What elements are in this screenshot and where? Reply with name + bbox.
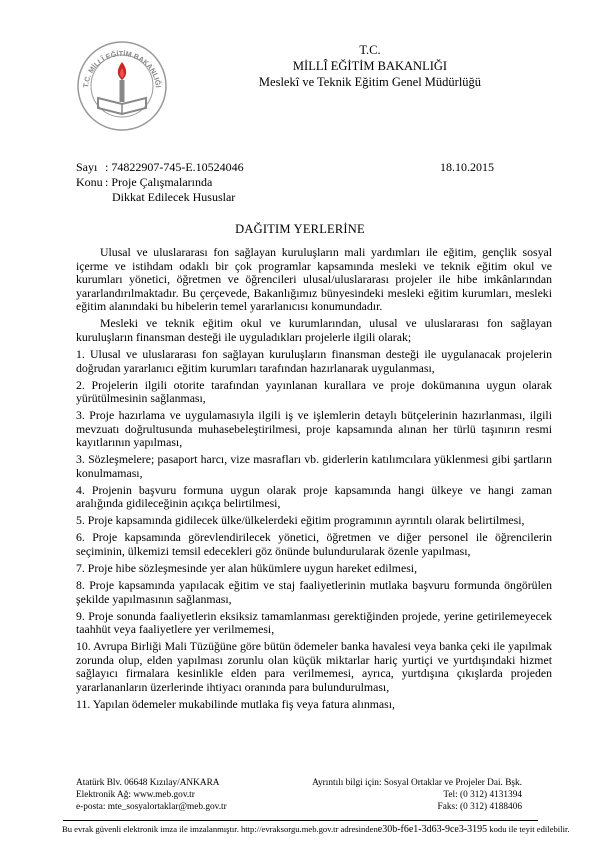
list-item: 11. Yapılan ödemeler mukabilinde mutlaka fiş veya fatura alınması, — [76, 696, 395, 711]
list-item: 5. Proje kapsamında gidilecek ülke/ülkelerdeki eğitim programının ayrıntılı olarak belirtilmesi, — [76, 513, 525, 528]
footer-website: Elektronik Ağ: www.meb.gov.tr — [76, 790, 195, 800]
paragraph-intro: Ulusal ve uluslararası fon sağlayan kuruluşların mali yardımları ile eğitim, gençlik sosyal içerme ve istihdam odaklı bir çok programlar kapsamında mesleki ve teknik eğitim okul ve kurumları yönetici, öğretmen ve öğrencileri ulusal/uluslararası projeler ile hibe imkânlarından yararlandırılmaktadır. Bu çerçevede, Bakanlığımız bünyesindeki mesleki eğitim kurumları, mesleki eğitim alanındaki bu hibelerin temel yararlanıcısı konumundadır. — [76, 245, 552, 314]
header-tc: T.C. — [359, 43, 381, 57]
konu-line-1: : Proje Çalışmalarında — [105, 175, 213, 189]
list-item: 2. Projelerin ilgili otorite tarafından yayınlanan kurallara ve proje dokümanına uygun olarak yürütülmesinin sağlanması, — [76, 377, 552, 406]
header-directorate: Meslekî ve Teknik Eğitim Genel Müdürlüğü — [258, 75, 482, 89]
list-item: 6. Proje kapsamında görevlendirilecek yönetici, öğretmen ve diğer personel ile öğrencilerin seçiminin, ülkemizi temsil edecekleri göz önünde bulundurularak özenle yapılması, — [76, 530, 552, 558]
footer-address: Atatürk Blv. 06648 Kızılay/ANKARA — [76, 778, 220, 788]
document-date: 18.10.2015 — [440, 160, 494, 174]
footer-phone: Tel: (0 312) 4131394 — [443, 790, 522, 800]
paragraph-lead: Mesleki ve teknik eğitim okul ve kurumlarından, ulusal ve uluslararası fon sağlayan kuruluşların finansman desteği ile uyguladıkları projelerle ilgili olarak; — [76, 316, 552, 344]
verification-prefix: Bu evrak güvenli elektronik imza ile imzalanmıştır. http://evraksorgu.meb.gov.tr adresinden — [62, 824, 378, 834]
ministry-logo — [76, 40, 168, 132]
letter-body — [76, 246, 552, 715]
distribution-title: DAĞITIM YERLERİNE — [235, 222, 365, 236]
verification-suffix: kodu ile teyit edilebilir. — [487, 824, 570, 834]
sayi-value: : 74822907-745-E.10524046 — [105, 160, 244, 174]
konu-line-2: Dikkat Edilecek Hususlar — [112, 190, 236, 204]
footer-email: e-posta: mte_sosyalortaklar@meb.gov.tr — [76, 802, 227, 812]
konu-label: Konu — [76, 175, 103, 189]
svg-text:T.C. MİLLÎ EĞİTİM BAKANLIĞI: T.C. MİLLÎ EĞİTİM BAKANLIĞI — [81, 48, 163, 89]
list-item: 3. Sözleşmelere; pasaport harcı, vize masrafları vb. giderlerin katılımcılara yüklenmesi gibi şartların konulmaması, — [76, 452, 552, 480]
list-item: 7. Proje hibe sözleşmesinde yer alan hükümlere uygun hareket edilmesi, — [76, 560, 418, 575]
verification-code: e30b-f6e1-3d63-9ce3-3195 — [377, 824, 488, 835]
list-item: 10. Avrupa Birliği Mali Tüzüğüne göre bütün ödemeler banka havalesi veya banka çeki ile yapılmak zorunda olup, elden yapılması zorunlu olan küçük miktarlar hariç yurtiçi ve yurtdışındaki hizmet sağlayıcı firmalara kesinlikle elden para verilmemesi, ayrıca, yurtdışına çıkışlarda projeden yararlananların üzerlerinde ihtiyacı oranında para bulundurulması, — [76, 639, 552, 694]
verification-note — [62, 824, 570, 835]
sayi-label: Sayı — [76, 160, 98, 174]
list-item: 3. Proje hazırlama ve uygulamasıyla ilgili iş ve işlemlerin detaylı bütçelerinin hazırlanması, ilgili mevzuatı doğrultusunda muhasebeleştirilmesi, proje kapsamında alınan her türlü taşınırın resmi kayıtlarının yapılması, — [76, 408, 552, 450]
list-item: 4. Projenin başvuru formuna uygun olarak proje kapsamında hangi ülkeye ve hangi zaman aralığında gidileceğinin açıkça belirtilmesi, — [76, 482, 552, 511]
list-item: 8. Proje kapsamında yapılacak eğitim ve staj faaliyetlerinin mutlaka başvuru formunda öngörülen şekilde yapılmasının sağlanması, — [76, 577, 552, 606]
header-ministry: MİLLÎ EĞİTİM BAKANLIĞI — [292, 59, 448, 73]
footer-fax: Faks: (0 312) 4188406 — [437, 802, 522, 812]
list-item: 9. Proje sonunda faaliyetlerin eksiksiz tamamlanması gerektiğinden projede, yerine getirilemeyecek taahhüt veya faaliyetlere yer verilmemesi, — [76, 608, 552, 637]
footer-divider — [63, 820, 538, 821]
ministry-emblem-icon — [76, 40, 168, 132]
list-item: 1. Ulusal ve uluslararası fon sağlayan kuruluşların finansman desteği ile uygulanacak projelerin doğrudan yararlanıcı eğitim kurumları tarafından hazırlanarak uygulanması, — [76, 346, 552, 375]
footer-contact-unit: Ayrıntılı bilgi için: Sosyal Ortaklar ve Projeler Dai. Bşk. — [312, 778, 522, 788]
